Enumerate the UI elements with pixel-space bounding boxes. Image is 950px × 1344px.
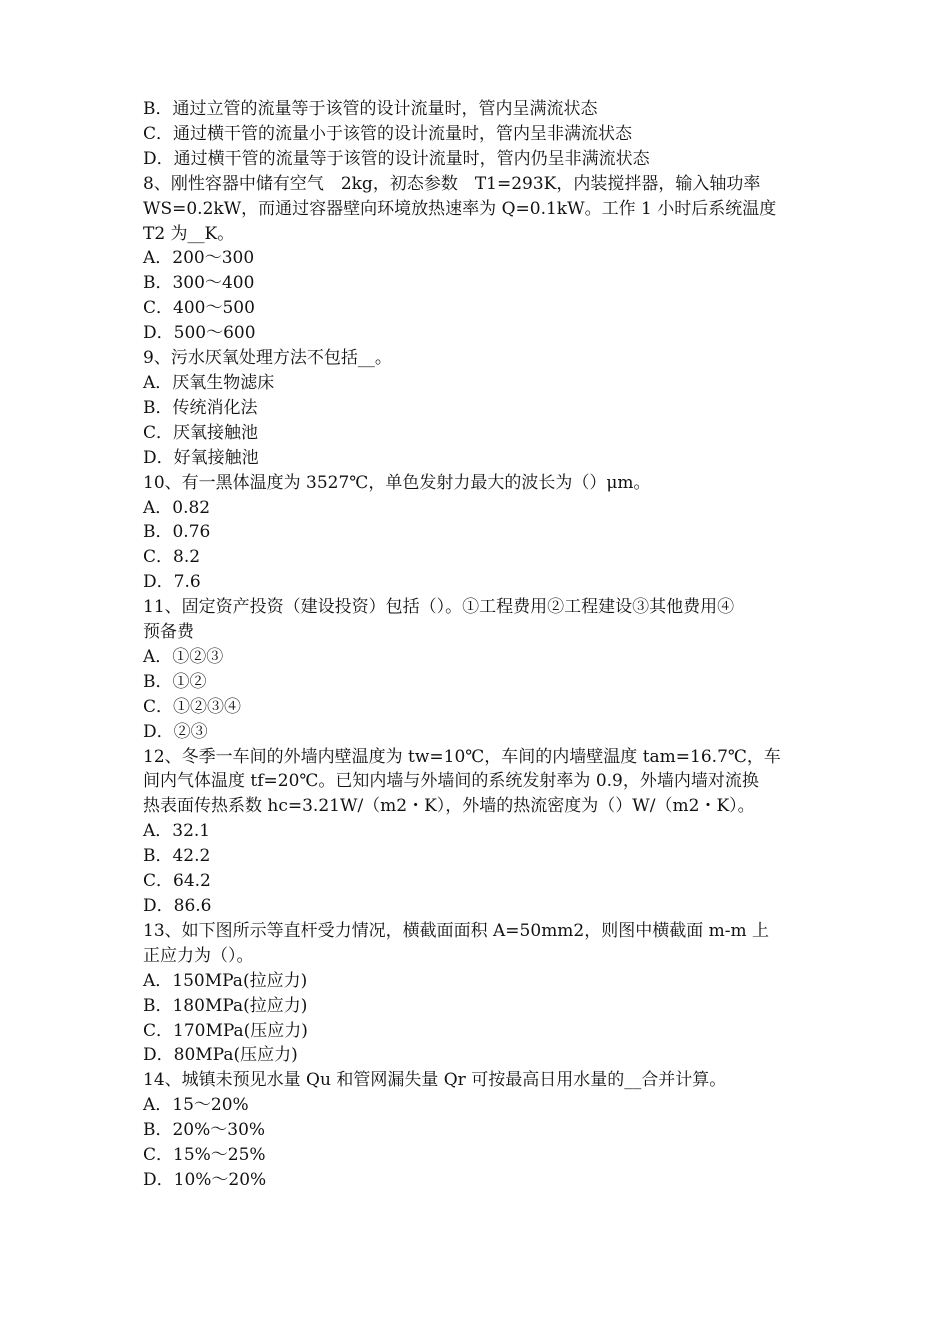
option-b-q13: B．180MPa(拉应力) — [143, 995, 308, 1016]
question-13-line-1: 13、如下图所示等直杆受力情况，横截面面积 A=50mm2，则图中横截面 m-m 上 — [143, 920, 770, 941]
question-11-line-2: 预备费 — [143, 622, 194, 643]
option-c-q8: C．400～500 — [143, 298, 255, 319]
question-12-line-3: 热表面传热系数 hc=3.21W/（m2・K），外墙的热流密度为（）W/（m2・K）。 — [143, 796, 755, 817]
option-a-q8: A．200～300 — [143, 248, 255, 269]
option-b-q8: B．300～400 — [143, 273, 255, 294]
option-b-q7: B．通过立管的流量等于该管的设计流量时，管内呈满流状态 — [143, 99, 598, 119]
option-d-q9: D．好氧接触池 — [143, 447, 259, 468]
option-a-q10: A．0.82 — [143, 497, 211, 518]
option-d-q10: D．7.6 — [143, 572, 201, 593]
question-8-line-1: 8、刚性容器中储有空气 2kg，初态参数 T1=293K，内装搅拌器，输入轴功率 — [143, 173, 761, 194]
question-8-line-2: WS=0.2kW，而通过容器壁向环境放热速率为 Q=0.1kW。工作 1 小时后系统温度 — [143, 198, 777, 219]
option-c-q11: C．①②③④ — [143, 696, 242, 717]
option-d-q7: D．通过横干管的流量等于该管的设计流量时，管内仍呈非满流状态 — [143, 148, 650, 169]
document-page — [143, 97, 823, 1193]
question-11-line-1: 11、固定资产投资（建设投资）包括（）。①工程费用②工程建设③其他费用④ — [143, 597, 735, 618]
option-b-q10: B．0.76 — [143, 522, 211, 543]
option-b-q9: B．传统消化法 — [143, 397, 258, 418]
option-d-q8: D．500～600 — [143, 323, 256, 344]
question-14: 14、城镇未预见水量 Qu 和管网漏失量 Qr 可按最高日用水量的__合并计算。 — [143, 1070, 727, 1091]
option-b-q11: B．①② — [143, 671, 207, 692]
option-c-q7: C．通过横干管的流量小于该管的设计流量时，管内呈非满流状态 — [143, 123, 633, 144]
option-c-q13: C．170MPa(压应力) — [143, 1020, 308, 1041]
question-8-line-3: T2 为__K。 — [143, 223, 235, 244]
question-13-line-2: 正应力为（）。 — [143, 945, 254, 966]
option-b-q14: B．20%～30% — [143, 1120, 266, 1141]
question-9: 9、污水厌氧处理方法不包括__。 — [143, 348, 392, 369]
option-a-q12: A．32.1 — [143, 821, 211, 842]
option-b-q12: B．42.2 — [143, 846, 211, 867]
option-a-q9: A．厌氧生物滤床 — [143, 372, 275, 393]
option-a-q11: A．①②③ — [143, 646, 224, 667]
option-d-q13: D．80MPa(压应力) — [143, 1045, 298, 1066]
option-d-q11: D．②③ — [143, 721, 208, 742]
option-c-q9: C．厌氧接触池 — [143, 422, 259, 443]
option-d-q14: D．10%～20% — [143, 1169, 267, 1190]
question-12-line-1: 12、冬季一车间的外墙内壁温度为 tw=10℃，车间的内墙壁温度 tam=16.7℃，车 — [143, 746, 781, 767]
option-a-q13: A．150MPa(拉应力) — [143, 970, 308, 991]
question-10: 10、有一黑体温度为 3527℃，单色发射力最大的波长为（）μm。 — [143, 472, 651, 493]
option-d-q12: D．86.6 — [143, 896, 212, 916]
option-c-q12: C．64.2 — [143, 871, 211, 892]
question-12-line-2: 间内气体温度 tf=20℃。已知内墙与外墙间的系统发射率为 0.9，外墙内墙对流换 — [143, 771, 759, 792]
option-c-q14: C．15%～25% — [143, 1145, 266, 1166]
option-c-q10: C．8.2 — [143, 547, 201, 568]
option-a-q14: A．15～20% — [143, 1095, 249, 1116]
